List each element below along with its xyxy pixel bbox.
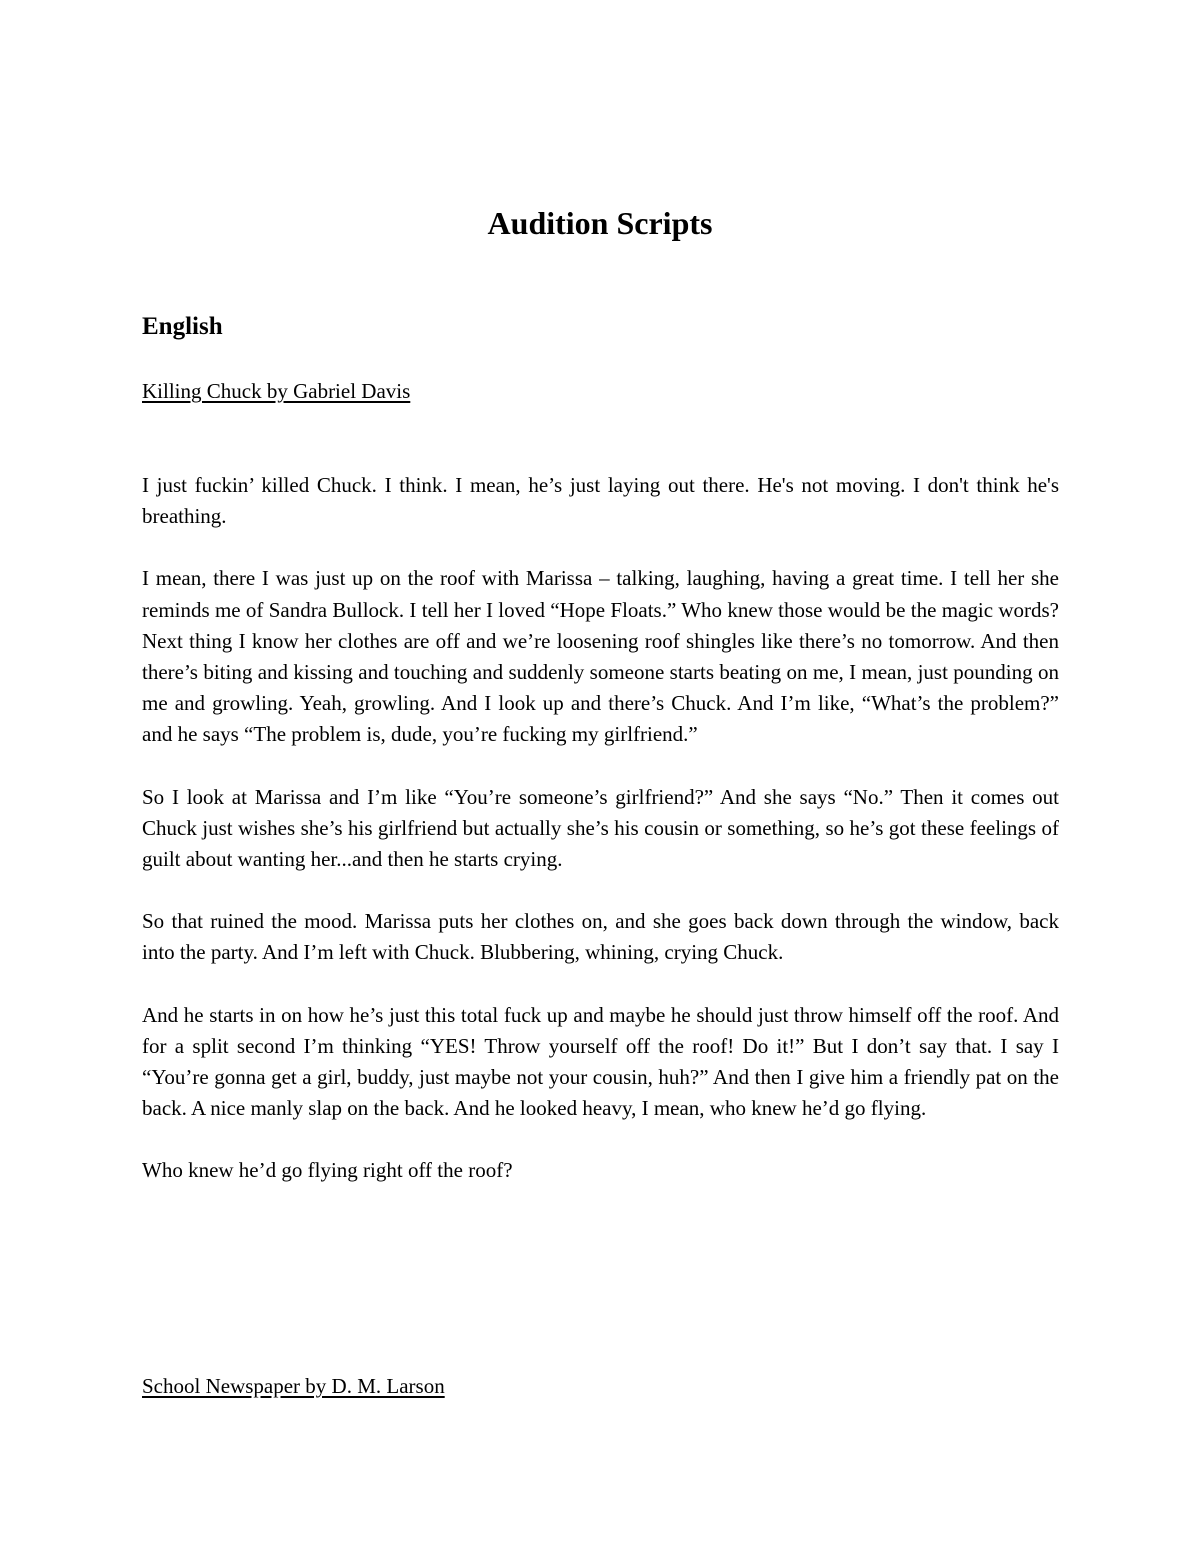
script-paragraph: Who knew he’d go flying right off the roof? <box>142 1158 513 1183</box>
script-paragraph: So I look at Marissa and I’m like “You’re someone’s girlfriend?” And she says “No.” Then it comes out Chuck just wishes she’s his girlfriend but actually she’s his cousin or something, so he’s got these feelings of guilt about wanting her...and then he starts crying. <box>142 784 1059 872</box>
script-title-school-newspaper: School Newspaper by D. M. Larson <box>142 1374 445 1398</box>
script-body-killing-chuck <box>142 470 1059 1218</box>
script-paragraph: So that ruined the mood. Marissa puts her clothes on, and she goes back down through the window, back into the party. And I’m left with Chuck. Blubbering, whining, crying Chuck. <box>142 909 1059 965</box>
section-heading-english: English <box>142 313 223 340</box>
script-paragraph: I mean, there I was just up on the roof with Marissa – talking, laughing, having a great time. I tell her she reminds me of Sandra Bullock. I tell her I loved “Hope Floats.” Who knew those would be the magic words? Next thing I know her clothes are off and we’re loosening roof shingles like there’s no tomorrow. And then there’s biting and kissing and touching and suddenly someone starts beating on me, I mean, just pounding on me and growling. Yeah, growling. And I look up and there’s Chuck. And I’m like, “What’s the problem?” and he says “The problem is, dude, you’re fucking my girlfriend.” <box>142 566 1059 747</box>
script-title-killing-chuck: Killing Chuck by Gabriel Davis <box>142 379 411 403</box>
script-paragraph: I just fuckin’ killed Chuck. I think. I mean, he’s just laying out there. He's not moving. I don't think he's breathing. <box>142 473 1059 529</box>
script-paragraph: And he starts in on how he’s just this total fuck up and maybe he should just throw himself off the roof. And for a split second I’m thinking “YES! Throw yourself off the roof! Do it!” But I don’t say that. I say I “You’re gonna get a girl, buddy, just maybe not your cousin, huh?” And then I give him a friendly pat on the back. A nice manly slap on the back. And he looked heavy, I mean, who knew he’d go flying. <box>142 1002 1059 1121</box>
document-title: Audition Scripts <box>487 205 713 241</box>
